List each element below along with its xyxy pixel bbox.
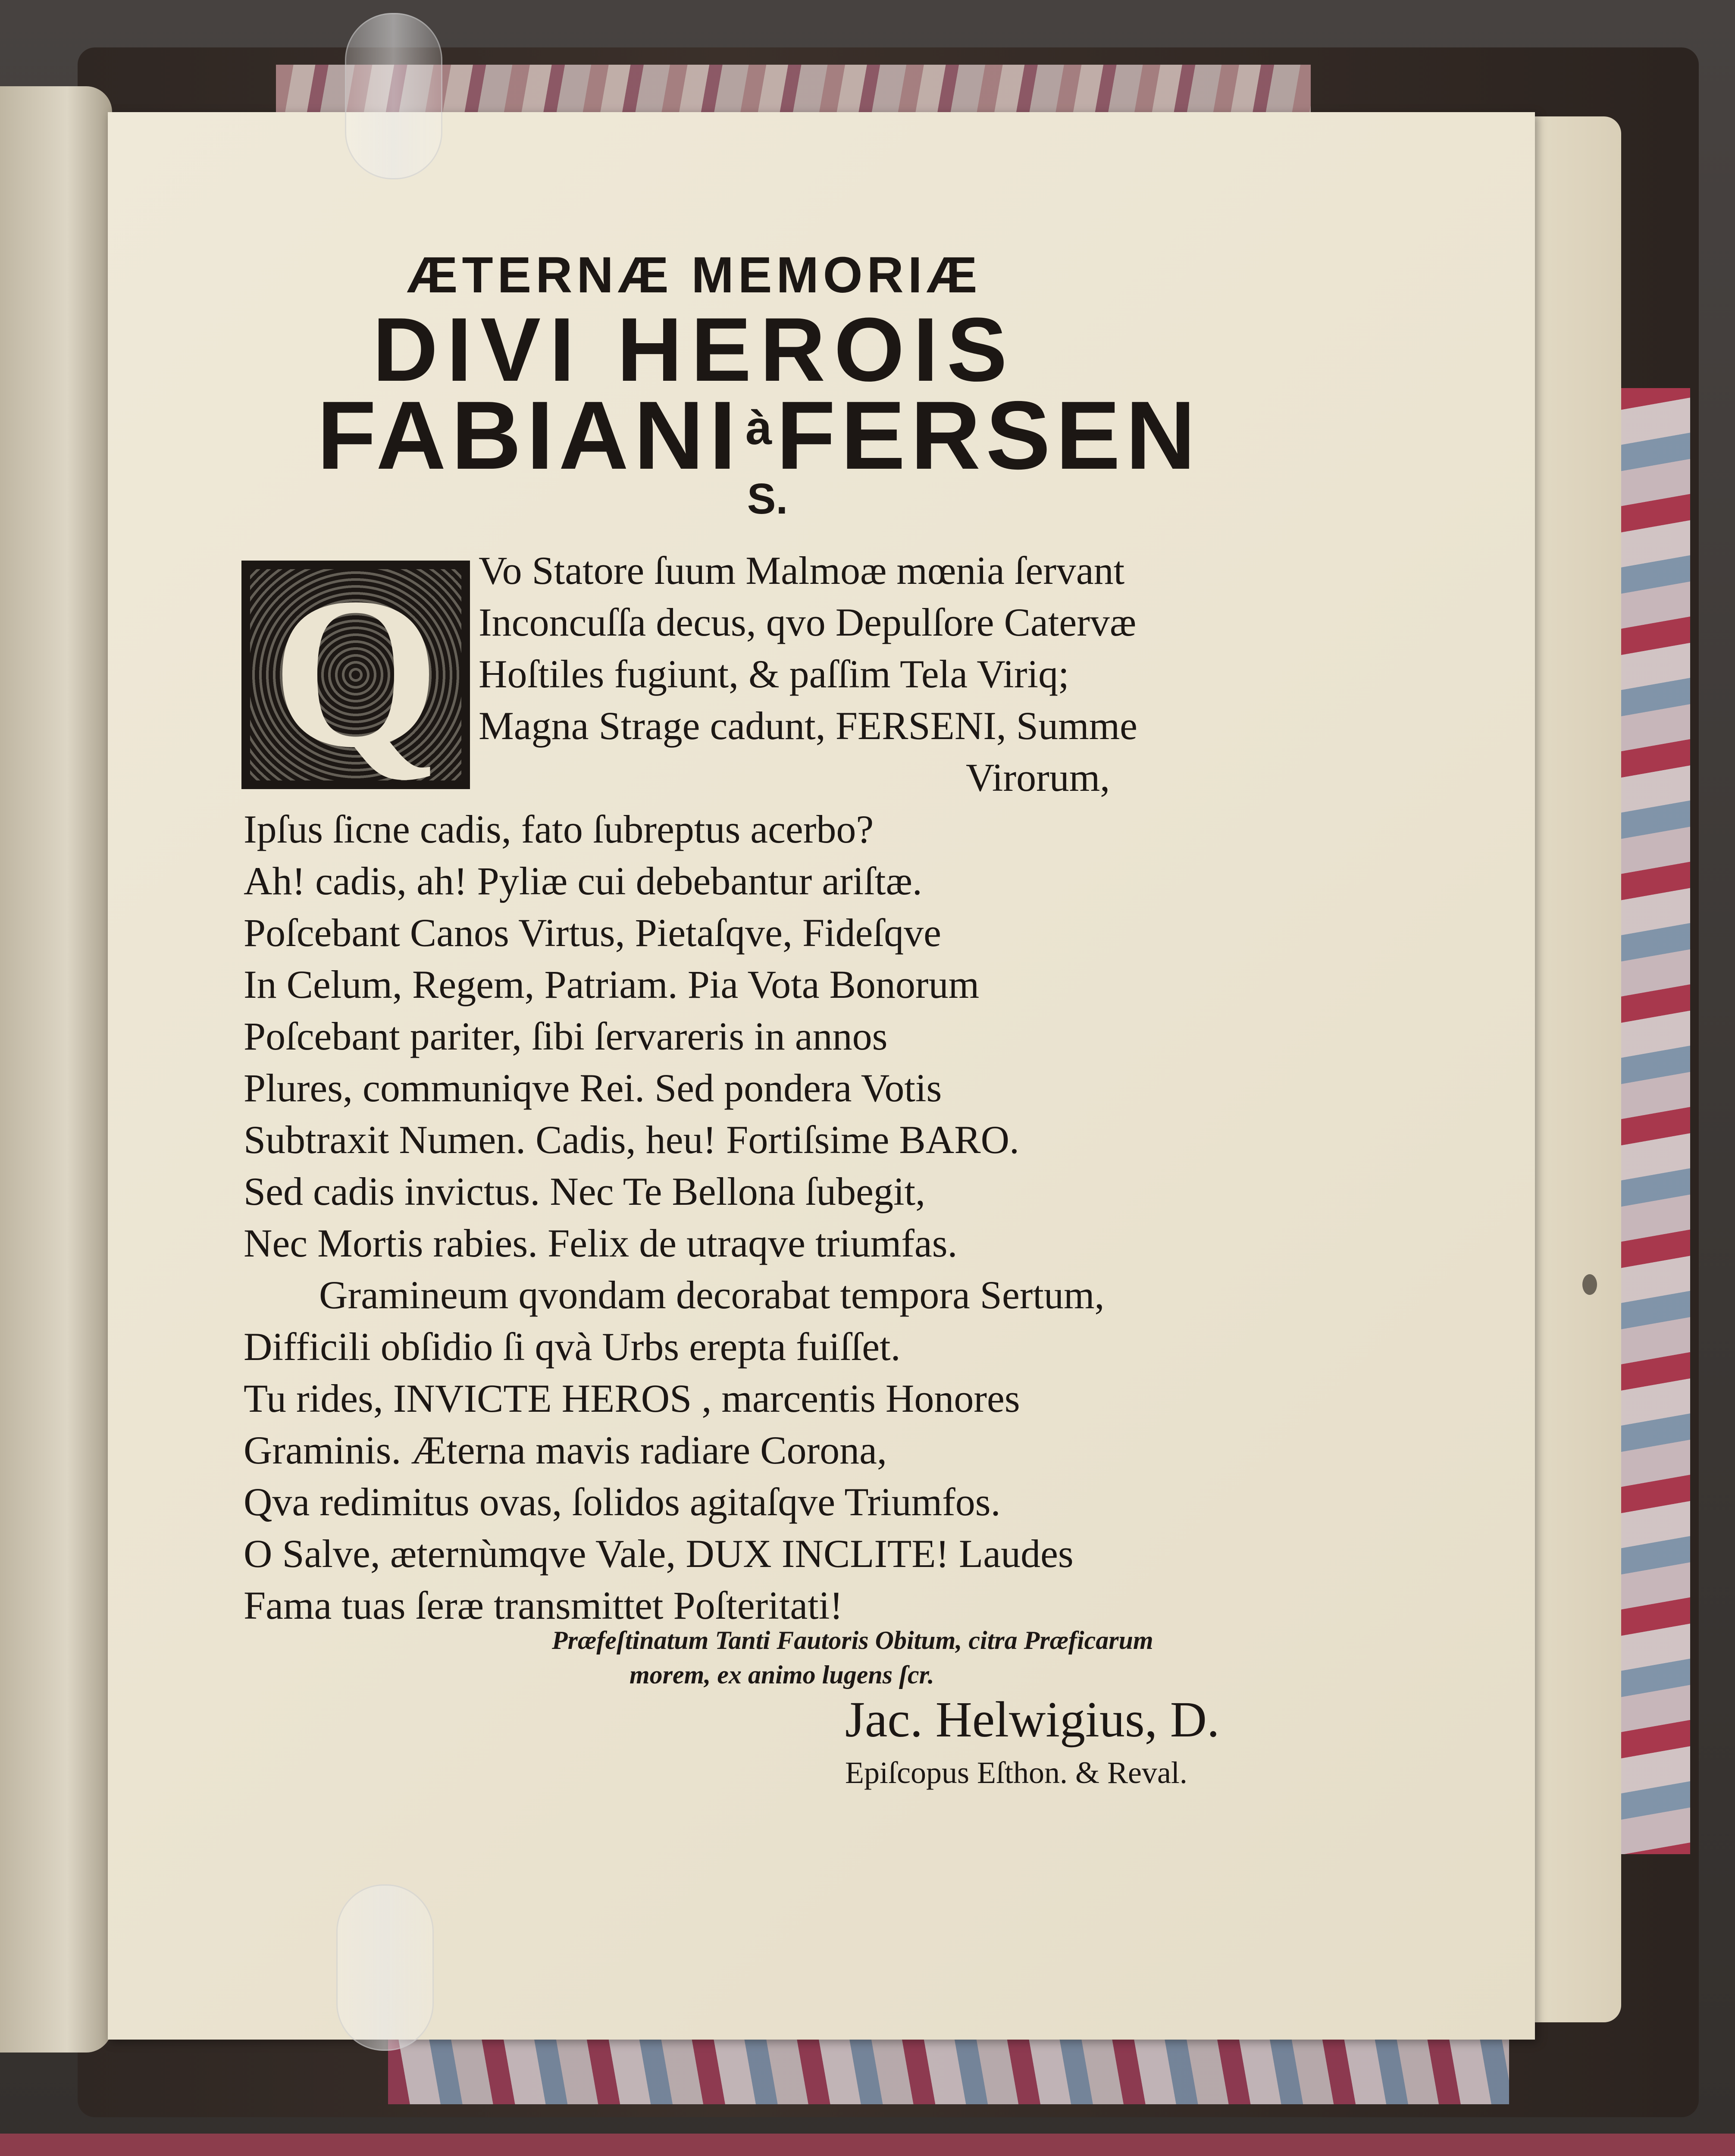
verse-line: Vo Statore ſuum Malmoæ mœnia ſervant — [479, 548, 1125, 592]
page-clip-bottom — [336, 1884, 434, 2051]
verse-line: O Salve, æternùmqve Vale, DUX INCLITE! Laudes — [244, 1532, 1074, 1576]
dedication-line: morem, ex animo lugens ſcr. — [629, 1661, 934, 1689]
verse-line: Hoſtiles fugiunt, & paſſim Tela Viriq; — [479, 652, 1069, 696]
dedication-line: Præfeſtinatum Tanti Fautoris Obitum, citra Præficarum — [552, 1626, 1153, 1655]
verse-line: Ipſus ſicne cadis, fato ſubreptus acerbo? — [244, 807, 874, 851]
bottom-color-bar — [0, 2134, 1735, 2156]
heading-line-4: S. — [747, 475, 788, 523]
verse-line: Nec Mortis rabies. Felix de utraqve triumfas. — [244, 1221, 958, 1265]
verse-line: Magna Strage cadunt, FERSENI, Summe — [479, 704, 1138, 748]
verse-line: Virorum, — [966, 755, 1110, 799]
left-page-edge — [0, 86, 112, 2053]
verse-line: Ah! cadis, ah! Pyliæ cui debebantur ariſtæ. — [244, 859, 922, 903]
verse-line: Qva redimitus ovas, ſolidos agitaſqve Triumfos. — [244, 1480, 1001, 1524]
verse-line: Graminis. Æterna mavis radiare Corona, — [244, 1428, 887, 1472]
verse-line: Subtraxit Numen. Cadis, heu! Fortiſsime BARO. — [244, 1118, 1020, 1162]
verse-line: Poſcebant pariter, ſibi ſervareris in annos — [244, 1014, 888, 1058]
verse-line: Sed cadis invictus. Nec Te Bellona ſubegit, — [244, 1169, 926, 1213]
heading-preposition: à — [745, 401, 772, 454]
heading-surname: FERSEN — [776, 381, 1201, 489]
initial-letter: Q — [272, 553, 440, 792]
decorated-initial — [241, 553, 470, 792]
verse-line: Fama tuas ſeræ transmittet Poſteritati! — [244, 1583, 843, 1627]
verse-line: Tu rides, INVICTE HEROS , marcentis Honores — [244, 1376, 1020, 1420]
heading-name: FABIANI — [317, 381, 742, 489]
signature-title: Epiſcopus Eſthon. & Reval. — [845, 1755, 1187, 1790]
page-clip-top — [345, 13, 442, 179]
verse-line: In Celum, Regem, Patriam. Pia Vota Bonorum — [244, 962, 980, 1006]
page-hole — [1582, 1274, 1597, 1295]
heading-line-2: DIVI HEROIS — [373, 299, 1016, 400]
verse-line: Difficili obſidio ſi qvà Urbs erepta fuiſſet. — [244, 1325, 901, 1369]
heading-line-1: ÆTERNÆ MEMORIÆ — [407, 247, 982, 304]
signature-name: Jac. Helwigius, D. — [845, 1691, 1220, 1748]
verse-line: Inconcuſſa decus, qvo Depulſore Catervæ — [479, 600, 1137, 644]
verse-line: Plures, communiqve Rei. Sed pondera Votis — [244, 1066, 942, 1110]
verse-line: Poſcebant Canos Virtus, Pietaſqve, Fideſqve — [244, 911, 941, 955]
verse-line: Gramineum qvondam decorabat tempora Sertum, — [319, 1273, 1105, 1317]
